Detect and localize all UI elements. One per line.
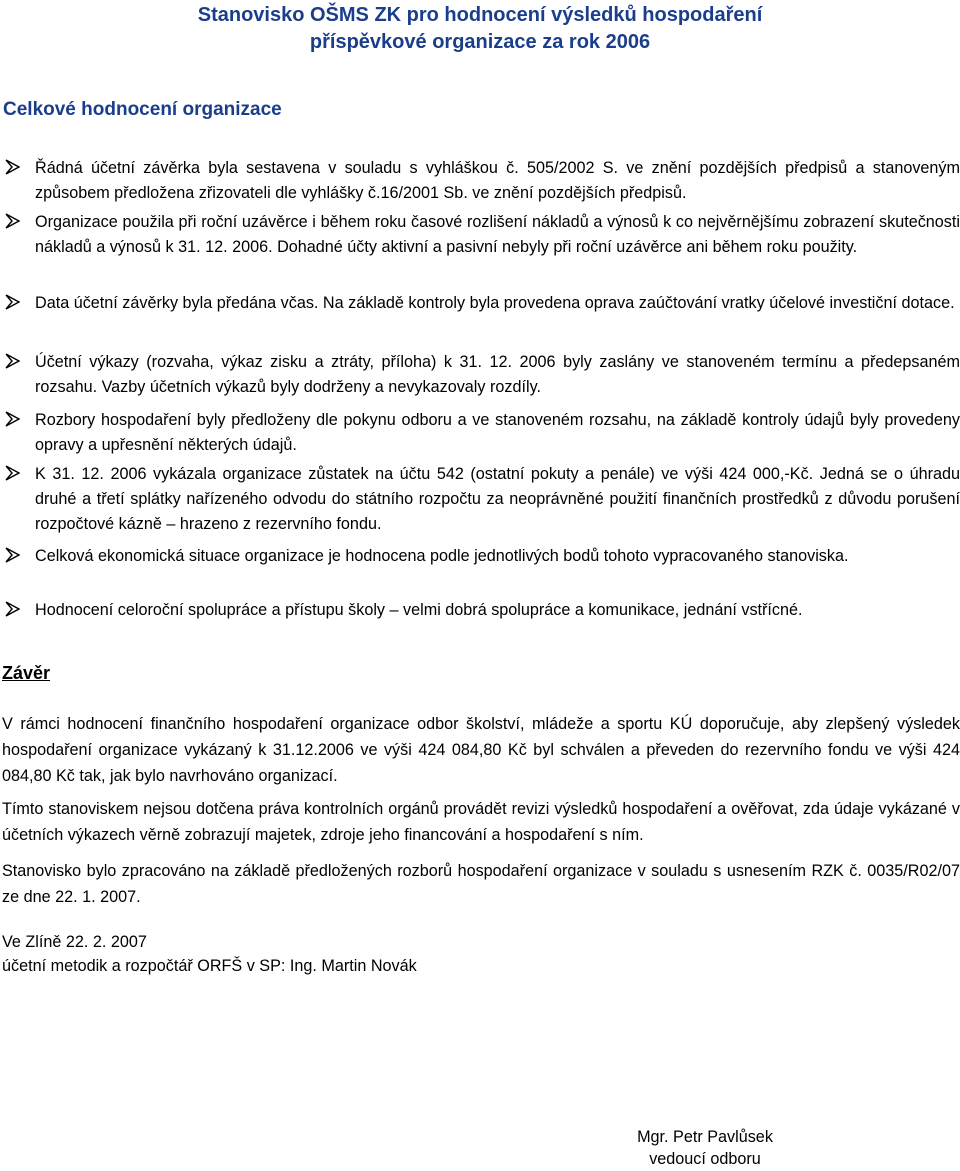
bullet-text: K 31. 12. 2006 vykázala organizace zůstatek na účtu 542 (ostatní pokuty a penále) ve výši 424 000,-Kč. Jedná se o úhradu druhé a třetí splátky nařízeného odvodu do státního rozpočtu za neoprávněné použití finančních prostředků z důvodu porušení rozpočtové kázně – hrazeno z rezervního fondu. [35, 465, 960, 533]
document-title-line-1: Stanovisko OŠMS ZK pro hodnocení výsledků hospodaření [197, 4, 763, 26]
signature-role: vedoucí odboru [649, 1150, 761, 1168]
signature-name: Mgr. Petr Pavlůsek [637, 1128, 773, 1146]
arrow-bullet-icon [5, 213, 20, 229]
bullet-item [35, 408, 960, 458]
bullet-item [35, 462, 960, 537]
author-line: účetní metodik a rozpočtář ORFŠ v SP: Ing. Martin Novák [2, 957, 417, 975]
bullet-item [35, 350, 960, 400]
conclusion-heading: Závěr [2, 663, 51, 683]
bullet-item [35, 156, 960, 206]
bullet-item [35, 210, 960, 260]
arrow-bullet-icon [5, 353, 20, 369]
conclusion-paragraph: Stanovisko bylo zpracováno na základě předložených rozborů hospodaření organizace v souladu s usnesením RZK č. 0035/R02/07 ze dne 22. 1. 2007. [2, 862, 960, 906]
bullet-text: Celková ekonomická situace organizace je hodnocena podle jednotlivých bodů tohoto vypracovaného stanoviska. [35, 547, 849, 565]
bullet-text: Organizace použila při roční uzávěrce i během roku časové rozlišení nákladů a výnosů k co nejvěrnějšímu zobrazení skutečnosti nákladů a výnosů k 31. 12. 2006. Dohadné účty aktivní a pasivní nebyly při roční uzávěrce ani během roku použity. [35, 213, 960, 256]
bullet-item [35, 291, 960, 316]
arrow-bullet-icon [5, 411, 20, 427]
bullet-text: Data účetní závěrky byla předána včas. Na základě kontroly byla provedena oprava zaúčtování vratky účelové investiční dotace. [35, 294, 955, 312]
section-heading: Celkové hodnocení organizace [3, 99, 282, 120]
arrow-bullet-icon [5, 601, 20, 617]
place-date: Ve Zlíně 22. 2. 2007 [2, 933, 147, 951]
arrow-bullet-icon [5, 547, 20, 563]
arrow-bullet-icon [5, 159, 20, 175]
bullet-item [35, 598, 960, 623]
conclusion-paragraph: Tímto stanoviskem nejsou dotčena práva kontrolních orgánů provádět revizi výsledků hospodaření a ověřovat, zda údaje vykázané v účetních výkazech věrně zobrazují majetek, zdroje jeho financování a hospodaření s ním. [2, 800, 960, 844]
bullet-text: Řádná účetní závěrka byla sestavena v souladu s vyhláškou č. 505/2002 S. ve znění pozdějších předpisů a stanoveným způsobem předložena zřizovateli dle vyhlášky č.16/2001 Sb. ve znění pozdějších předpisů. [35, 159, 960, 202]
document-title-line-2: příspěvkové organizace za rok 2006 [309, 31, 651, 53]
bullet-text: Rozbory hospodaření byly předloženy dle pokynu odboru a ve stanoveném rozsahu, na základě kontroly údajů byly provedeny opravy a upřesnění některých údajů. [35, 411, 960, 454]
arrow-bullet-icon [5, 465, 20, 481]
arrow-bullet-icon [5, 294, 20, 310]
conclusion-paragraph: V rámci hodnocení finančního hospodaření organizace odbor školství, mládeže a sportu KÚ doporučuje, aby zlepšený výsledek hospodaření organizace vykázaný k 31.12.2006 ve výši 424 084,80 Kč byl schválen a převeden do rezervního fondu ve výši 424 084,80 Kč tak, jak bylo navrhováno organizací. [2, 715, 960, 785]
bullet-text: Hodnocení celoroční spolupráce a přístupu školy – velmi dobrá spolupráce a komunikace, jednání vstřícné. [35, 601, 803, 619]
bullet-text: Účetní výkazy (rozvaha, výkaz zisku a ztráty, příloha) k 31. 12. 2006 byly zaslány ve stanoveném termínu a předepsaném rozsahu. Vazby účetních výkazů byly dodrženy a nevykazovaly rozdíly. [35, 353, 960, 396]
bullet-item [35, 544, 960, 569]
